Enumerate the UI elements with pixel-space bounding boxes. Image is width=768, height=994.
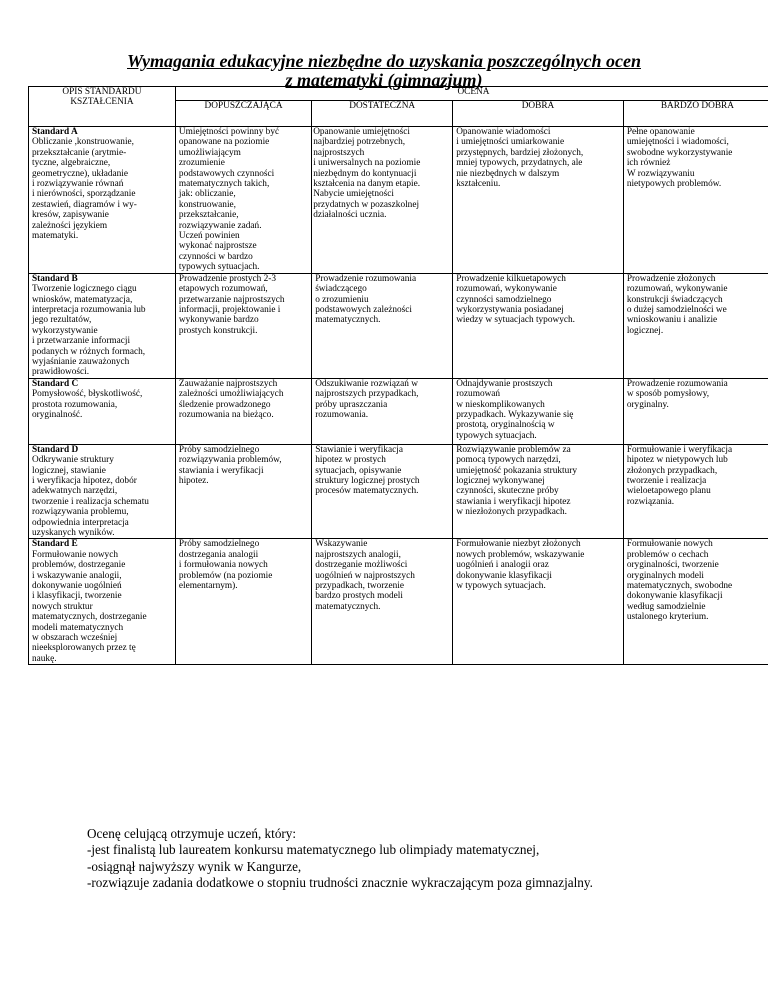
title-line-2: z matematyki (gimnazjum) <box>285 70 483 90</box>
requirement-cell: Opanowanie umiejętności najbardziej potrzebnych, najprostszych i uniwersalnych na poziomie niezbędnym do kontynuacji kształcenia na danym etapie. Nabycie umiejętności przydatnych w pozaszkolnej działalności ucznia. <box>312 127 453 274</box>
requirement-cell: Formułowanie nowych problemów o cechach oryginalności, tworzenie oryginalnych modeli matematycznych, swobodne dokonywanie klasyfikacji według samodzielnie ustalonego kryterium. <box>623 539 768 665</box>
requirement-cell: Umiejętności powinny być opanowane na poziomie umożliwiającym zrozumienie podstawowych czynności matematycznych takich, jak: obliczanie, konstruowanie, przekształcanie, rozwiązywanie zadań. Uczeń powinien wykonać najprostsze czynności w bardzo typowych sytuacjach. <box>175 127 311 274</box>
document-title <box>0 52 768 90</box>
standard-description: Pomysłowość, błyskotliwość, prostota rozumowania, oryginalność. <box>32 389 143 420</box>
table-row-standard-d <box>29 444 768 539</box>
table-row-standard-e <box>29 539 768 665</box>
table-row-standard-b <box>29 273 768 378</box>
requirement-cell: Próby samodzielnego dostrzegania analogii i formułowania nowych problemów (na poziomie elementarnym). <box>175 539 311 665</box>
requirement-cell: Odszukiwanie rozwiązań w najprostszych przypadkach, próby upraszczania rozumowania. <box>312 378 453 444</box>
standard-name: Standard C <box>32 378 79 389</box>
requirement-cell: Prowadzenie rozumowania w sposób pomysłowy, oryginalny. <box>623 378 768 444</box>
standard-description: Obliczanie ,konstruowanie, przekształcanie (arytmie- tyczne, algebraiczne, geometryczne), układanie i rozwiązywanie równań i nierówności, sporządzanie zestawień, diagramów i wy- kresów, zapisywanie zależności językiem matematyki. <box>32 137 137 242</box>
standard-cell <box>29 444 176 539</box>
requirement-cell: Prowadzenie kilkuetapowych rozumowań, wykonywanie czynności samodzielnego wykorzystywania posiadanej wiedzy w sytuacjach typowych. <box>453 273 624 378</box>
opis-standardu-header: OPIS STANDARDU KSZTAŁCENIA <box>29 87 176 127</box>
requirement-cell: Próby samodzielnego rozwiązywania problemów, stawiania i weryfikacji hipotez. <box>175 444 311 539</box>
footer-line: -osiągnął najwyższy wynik w Kangurze, <box>87 858 302 874</box>
requirement-cell: Pełne opanowanie umiejętności i wiadomości, swobodne wykorzystywanie ich również W rozwiązywaniu nietypowych problemów. <box>623 127 768 274</box>
standard-description: Tworzenie logicznego ciągu wniosków, matematyzacja, interpretacja rozumowania lub jego rezultatów, wykorzystywanie i przetwarzanie informacji podanych w różnych formach, wyjaśnianie zauważonych prawidłowości. <box>32 284 146 378</box>
requirement-cell: Rozwiązywanie problemów za pomocą typowych narzędzi, umiejętność pokazania struktury logicznej wykonywanej czynności, skuteczne próby stawiania i weryfikacji hipotez w niezłożonych przypadkach. <box>453 444 624 539</box>
ocena-header: OCENA <box>175 87 768 101</box>
standard-description: Formułowanie nowych problemów, dostrzeganie i wskazywanie analogii, dokonywanie uogólnień i klasyfikacji, tworzenie nowych struktur matematycznych, dostrzeganie modeli matematycznych w obszarach wcześniej nieeksplorowanych przez tę naukę. <box>32 549 147 664</box>
grade-header-dostateczna: DOSTATECZNA <box>312 101 453 127</box>
requirement-cell: Prowadzenie złożonych rozumowań, wykonywanie konstrukcji świadczących o dużej samodzielności we wnioskowaniu i analizie logicznej. <box>623 273 768 378</box>
requirement-cell: Odnajdywanie prostszych rozumowań w nieskomplikowanych przypadkach. Wykazywanie się prostotą, oryginalnością w typowych sytuacjach. <box>453 378 624 444</box>
standard-name: Standard A <box>32 127 78 137</box>
title-line-1: Wymagania edukacyjne niezbędne do uzyskania poszczególnych ocen <box>127 51 641 71</box>
requirement-cell: Opanowanie wiadomości i umiejętności umiarkowanie przystępnych, bardziej złożonych, mniej typowych, przydatnych, ale nie niezbędnych w dalszym kształceniu. <box>453 127 624 274</box>
requirement-cell: Formułowanie i weryfikacja hipotez w nietypowych lub złożonych przypadkach, tworzenie i realizacja wieloetapowego planu rozwiązania. <box>623 444 768 539</box>
grade-header-dopuszczajaca: DOPUSZCZAJĄCA <box>175 101 311 127</box>
standard-description: Odkrywanie struktury logicznej, stawianie i weryfikacja hipotez, dobór adekwatnych narzędzi, tworzenie i realizacja schematu rozwiązywania problemu, odpowiednia interpretacja uzyskanych wyników. <box>32 455 149 538</box>
standard-cell <box>29 539 176 665</box>
footer-line: Ocenę celującą otrzymuje uczeń, który: <box>87 826 297 841</box>
standard-name: Standard E <box>32 539 78 550</box>
standard-cell <box>29 378 176 444</box>
table-header-row-ocena <box>29 87 768 101</box>
footer-line: -jest finalistą lub laureatem konkursu matematycznego lub olimpiady matematycznej, <box>87 842 540 858</box>
requirements-table <box>28 86 768 665</box>
standard-cell <box>29 273 176 378</box>
standard-name: Standard D <box>32 444 79 455</box>
requirement-cell: Formułowanie niezbyt złożonych nowych problemów, wskazywanie uogólnień i analogii oraz dokonywanie klasyfikacji w typowych sytuacjach. <box>453 539 624 665</box>
table-row-standard-a <box>29 127 768 274</box>
table-row-standard-c <box>29 378 768 444</box>
requirement-cell: Prowadzenie rozumowania świadczącego o zrozumieniu podstawowych zależności matematycznych. <box>312 273 453 378</box>
footer-line: -rozwiązuje zadania dodatkowe o stopniu trudności znacznie wykraczającym poza gimnazjalny. <box>87 875 593 891</box>
requirement-cell: Stawianie i weryfikacja hipotez w prostych sytuacjach, opisywanie struktury logicznej prostych procesów matematycznych. <box>312 444 453 539</box>
celujaca-requirements <box>87 826 593 892</box>
standard-name: Standard B <box>32 273 78 284</box>
standard-cell <box>29 127 176 274</box>
grade-header-bardzo-dobra: BARDZO DOBRA <box>623 101 768 127</box>
requirement-cell: Zauważanie najprostszych zależności umożliwiających śledzenie prowadzonego rozumowania na bieżąco. <box>175 378 311 444</box>
requirement-cell: Prowadzenie prostych 2-3 etapowych rozumowań, przetwarzanie najprostszych informacji, projektowanie i wykonywanie bardzo prostych konstrukcji. <box>175 273 311 378</box>
requirement-cell: Wskazywanie najprostszych analogii, dostrzeganie możliwości uogólnień w najprostszych przypadkach, tworzenie bardzo prostych modeli matematycznych. <box>312 539 453 665</box>
grade-header-dobra: DOBRA <box>453 101 624 127</box>
